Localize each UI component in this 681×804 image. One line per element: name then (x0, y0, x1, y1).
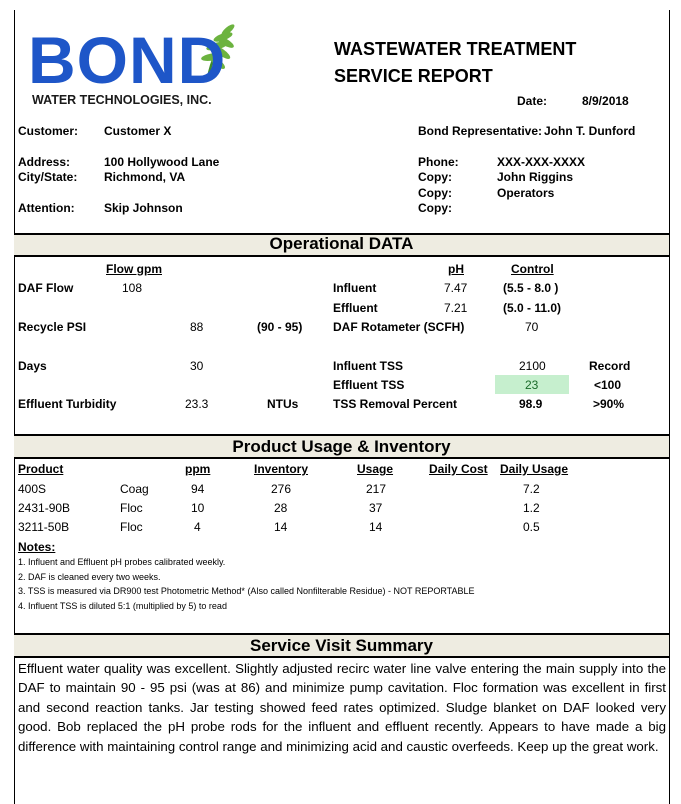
note-item: 2. DAF is cleaned every two weeks. (18, 572, 161, 582)
rotameter-label: DAF Rotameter (SCFH) (333, 320, 465, 334)
product-usage: 37 (369, 501, 383, 515)
influent-tss-value: 2100 (519, 359, 546, 373)
col-product: Product (18, 462, 64, 476)
copy-label-1: Copy: (418, 170, 452, 184)
logo-subtitle: WATER TECHNOLOGIES, INC. (32, 93, 212, 107)
product-daily-usage: 7.2 (523, 482, 540, 496)
record-label: Record (589, 359, 631, 373)
product-usage: 217 (366, 482, 387, 496)
col-daily-usage: Daily Usage (500, 462, 569, 476)
attention-label: Attention: (18, 201, 75, 215)
note-item: 3. TSS is measured via DR900 test Photometric Method* (Also called Nonfilterable Residue) - NOT REPORTABLE (18, 586, 475, 596)
days-value: 30 (190, 359, 204, 373)
product-type: Floc (120, 501, 143, 515)
product-ppm: 4 (194, 520, 201, 534)
daf-flow-label: DAF Flow (18, 281, 74, 295)
ph-header: pH (448, 262, 464, 276)
product-name: 3211-50B (18, 520, 70, 534)
product-type: Coag (120, 482, 149, 496)
recycle-psi-label: Recycle PSI (18, 320, 87, 334)
customer-label: Customer: (18, 124, 79, 138)
note-item: 1. Influent and Effluent pH probes calibrated weekly. (18, 557, 226, 567)
effluent-ph: 7.21 (444, 301, 468, 315)
effluent-tss-limit: <100 (594, 378, 622, 392)
report-title-line1: WASTEWATER TREATMENT (334, 39, 577, 59)
col-usage: Usage (357, 462, 394, 476)
service-summary-header: Service Visit Summary (14, 633, 669, 658)
product-ppm: 94 (191, 482, 205, 496)
days-label: Days (18, 359, 47, 373)
recycle-psi-value: 88 (190, 320, 204, 334)
product-inventory: 28 (274, 501, 288, 515)
copy-label-2: Copy: (418, 186, 452, 200)
bond-logo (28, 23, 243, 97)
copy-value-2: Operators (497, 186, 555, 200)
address-label: Address: (18, 155, 71, 169)
notes-title: Notes: (18, 540, 56, 554)
tss-removal-target: >90% (593, 397, 625, 411)
effluent-tss-value: 23 (525, 378, 539, 392)
date-value: 8/9/2018 (582, 94, 629, 108)
product-inventory: 14 (274, 520, 288, 534)
attention-value: Skip Johnson (104, 201, 183, 215)
tss-removal-label: TSS Removal Percent (333, 397, 458, 411)
product-daily-usage: 1.2 (523, 501, 540, 515)
influent-tss-label: Influent TSS (333, 359, 403, 373)
phone-label: Phone: (418, 155, 459, 169)
col-ppm: ppm (185, 462, 211, 476)
date-label: Date: (517, 94, 548, 108)
note-item: 4. Influent TSS is diluted 5:1 (multiplied by 5) to read (18, 601, 227, 611)
product-inventory: 276 (271, 482, 292, 496)
service-summary-text: Effluent water quality was excellent. Slightly adjusted recirc water line valve entering the main supply into the DAF to maintain 90 - 95 psi (was at 86) and minimize pump cavitation. Floc formation was excellent in first and second reaction tanks. Jar testing showed feed rates optimized. Sludge blanket on DAF looked very good. Bob replaced the pH probe rods for the influent and effluent recently. Appears to have made a big difference with maintaining control range and minimizing acid and caustic overfeeds. Keep up the great work. (18, 661, 666, 754)
effluent-tss-label: Effluent TSS (333, 378, 405, 392)
product-name: 2431-90B (18, 501, 71, 515)
logo-brand: BOND (28, 23, 227, 97)
col-daily-cost: Daily Cost (429, 462, 488, 476)
flow-gpm-header: Flow gpm (106, 262, 162, 276)
phone-value: XXX-XXX-XXXX (497, 155, 586, 169)
control-header: Control (511, 262, 554, 276)
effluent-control: (5.0 - 11.0) (503, 301, 562, 315)
product-usage-header: Product Usage & Inventory (14, 434, 669, 459)
address-value: 100 Hollywood Lane (104, 155, 220, 169)
copy-value-1: John Riggins (497, 170, 573, 184)
rep-value: John T. Dunford (544, 124, 636, 138)
product-ppm: 10 (191, 501, 205, 515)
col-inventory: Inventory (254, 462, 309, 476)
tss-removal-value: 98.9 (519, 397, 543, 411)
product-usage: 14 (369, 520, 383, 534)
customer-value: Customer X (104, 124, 172, 138)
effluent-label: Effluent (333, 301, 378, 315)
operational-data-header: Operational DATA (14, 233, 669, 257)
turbidity-unit: NTUs (267, 397, 299, 411)
citystate-value: Richmond, VA (104, 170, 186, 184)
product-name: 400S (18, 482, 47, 496)
report-title-line2: SERVICE REPORT (334, 66, 493, 86)
influent-ph: 7.47 (444, 281, 468, 295)
rotameter-value: 70 (525, 320, 539, 334)
citystate-label: City/State: (18, 170, 78, 184)
influent-control: (5.5 - 8.0 ) (503, 281, 559, 295)
rep-label: Bond Representative: (418, 124, 543, 138)
product-daily-usage: 0.5 (523, 520, 540, 534)
influent-label: Influent (333, 281, 377, 295)
product-type: Floc (120, 520, 143, 534)
copy-label-3: Copy: (418, 201, 452, 215)
recycle-psi-range: (90 - 95) (257, 320, 303, 334)
daf-flow-value: 108 (122, 281, 143, 295)
turbidity-label: Effluent Turbidity (18, 397, 117, 411)
turbidity-value: 23.3 (185, 397, 209, 411)
